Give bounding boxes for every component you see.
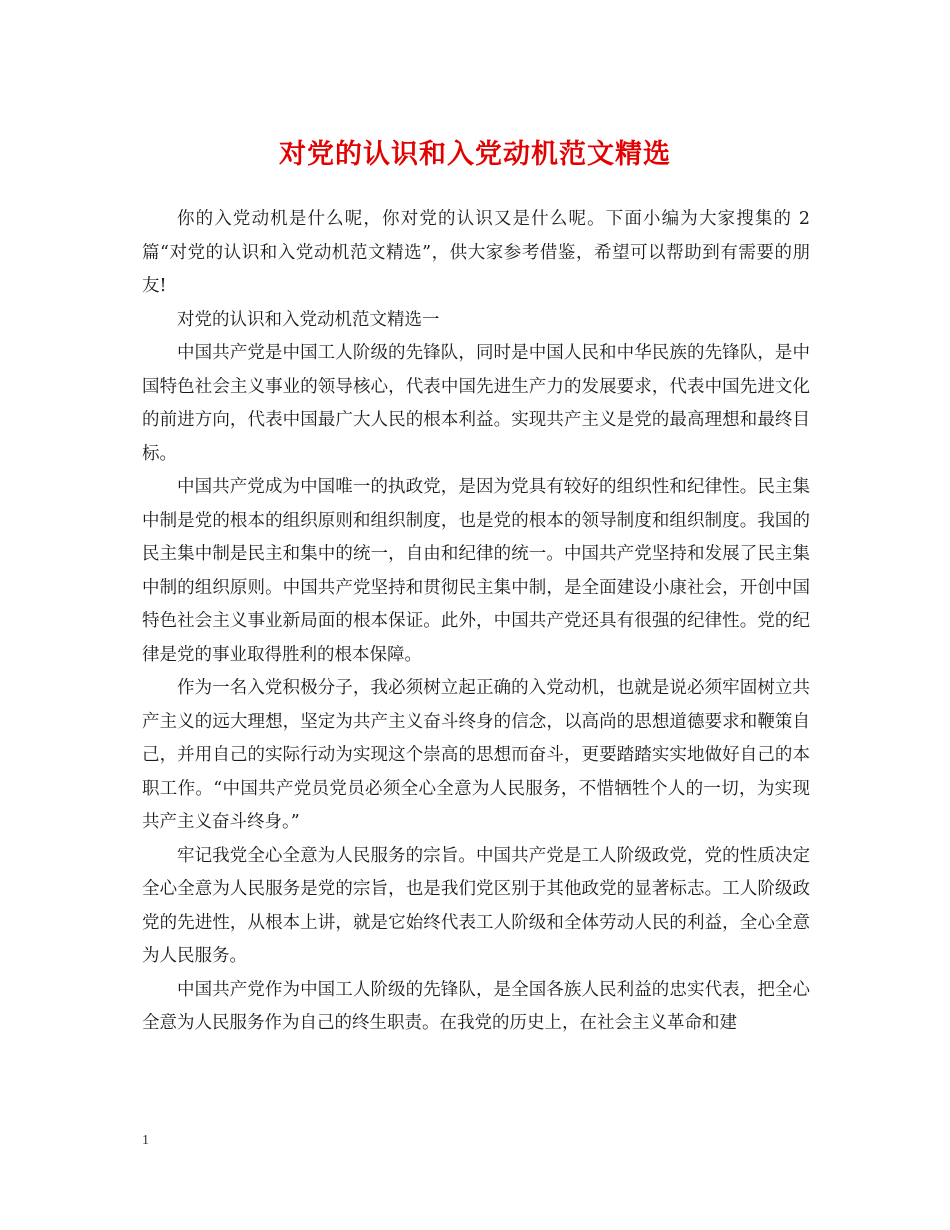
document-body bbox=[142, 203, 810, 1041]
body-paragraph: 中国共产党作为中国工人阶级的先锋队，是全国各族人民利益的忠实代表，把全心全意为人民服务作为自己的终生职责。在我党的历史上，在社会主义革命和建 bbox=[142, 979, 810, 1033]
page-number: 1 bbox=[142, 1133, 149, 1148]
body-paragraph: 牢记我党全心全意为人民服务的宗旨。中国共产党是工人阶级政党，党的性质决定全心全意为人民服务是党的宗旨，也是我们党区别于其他政党的显著标志。工人阶级政党的先进性，从根本上讲，就是它始终代表工人阶级和全体劳动人民的利益，全心全意为人民服务。 bbox=[142, 845, 810, 966]
document-title: 对党的认识和入党动机范文精选 bbox=[279, 139, 671, 170]
section-heading: 对党的认识和入党动机范文精选一 bbox=[177, 309, 440, 330]
body-paragraph: 中国共产党成为中国唯一的执政党，是因为党具有较好的组织性和纪律性。民主集中制是党的根本的组织原则和组织制度，也是党的根本的领导制度和组织制度。我国的民主集中制是民主和集中的统一，自由和纪律的统一。中国共产党坚持和发展了民主集中制的组织原则。中国共产党坚持和贯彻民主集中制，是全面建设小康社会，开创中国特色社会主义事业新局面的根本保证。此外，中国共产党还具有很强的纪律性。党的纪律是党的事业取得胜利的根本保障。 bbox=[142, 477, 810, 665]
body-paragraph: 作为一名入党积极分子，我必须树立起正确的入党动机，也就是说必须牢固树立共产主义的远大理想，坚定为共产主义奋斗终身的信念，以高尚的思想道德要求和鞭策自己，并用自己的实际行动为实现这个崇高的思想而奋斗，更要踏踏实实地做好自己的本职工作。“中国共产党员党员必须全心全意为人民服务，不惜牺牲个人的一切，为实现共产主义奋斗终身。” bbox=[142, 678, 810, 832]
intro-paragraph: 你的入党动机是什么呢，你对党的认识又是什么呢。下面小编为大家搜集的 2 篇“对党的认识和入党动机范文精选”，供大家参考借鉴，希望可以帮助到有需要的朋友! bbox=[142, 209, 810, 296]
body-paragraph: 中国共产党是中国工人阶级的先锋队，同时是中国人民和中华民族的先锋队，是中国特色社会主义事业的领导核心，代表中国先进生产力的发展要求，代表中国先进文化的前进方向，代表中国最广大人民的根本利益。实现共产主义是党的最高理想和最终目标。 bbox=[142, 343, 810, 464]
